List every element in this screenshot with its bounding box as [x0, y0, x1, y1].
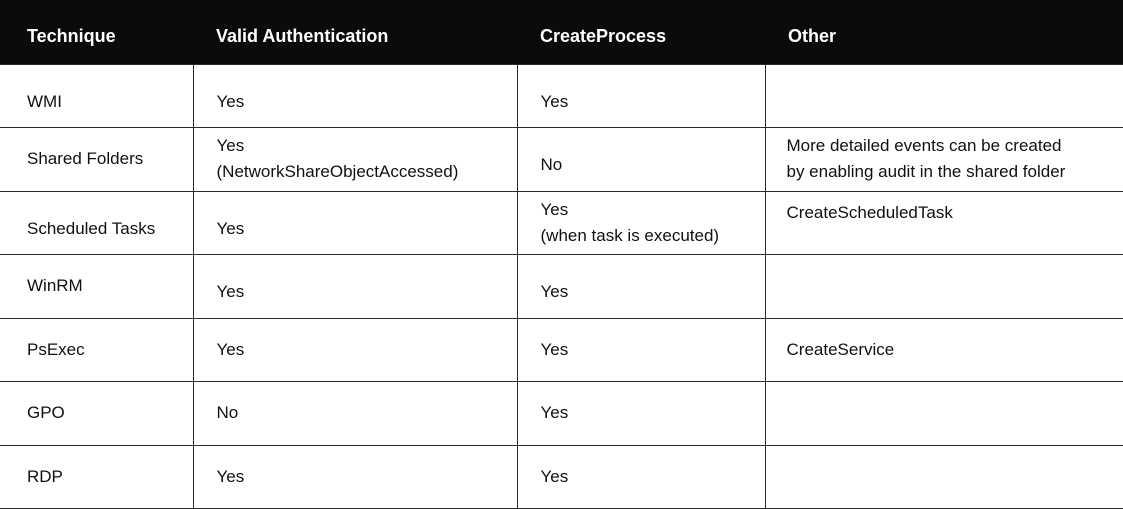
valid-auth-cell — [193, 255, 517, 319]
technique-name: GPO — [27, 403, 65, 423]
create-process-line: No — [540, 155, 563, 175]
technique-name: Scheduled Tasks — [27, 218, 156, 238]
technique-cell — [0, 191, 193, 255]
other-line: CreateService — [786, 339, 895, 359]
technique-cell — [0, 445, 193, 509]
header-row — [0, 0, 1123, 64]
valid-auth-line: Yes — [216, 466, 245, 486]
create-process-cell — [517, 64, 765, 128]
other-cell — [765, 128, 1123, 192]
table-row — [0, 128, 1123, 192]
technique-name: WinRM — [27, 276, 83, 296]
valid-auth-line: Yes — [216, 339, 245, 359]
table-header — [0, 0, 1123, 64]
valid-auth-cell — [193, 191, 517, 255]
valid-auth-line: Yes — [216, 136, 245, 156]
other-cell — [765, 382, 1123, 446]
create-process-line: Yes — [540, 466, 569, 486]
create-process-cell — [517, 445, 765, 509]
technique-cell — [0, 318, 193, 382]
create-process-cell — [517, 255, 765, 319]
create-process-cell — [517, 191, 765, 255]
header-valid-authentication: Valid Authentication — [216, 26, 389, 46]
other-cell — [765, 445, 1123, 509]
other-cell — [765, 64, 1123, 128]
technique-cell — [0, 382, 193, 446]
valid-auth-line: Yes — [216, 282, 245, 302]
header-other: Other — [788, 26, 837, 46]
technique-name: PsExec — [27, 339, 85, 359]
valid-auth-line: (NetworkShareObjectAccessed) — [216, 162, 459, 182]
table-row — [0, 255, 1123, 319]
other-cell — [765, 191, 1123, 255]
technique-cell — [0, 128, 193, 192]
technique-cell — [0, 255, 193, 319]
table-row — [0, 318, 1123, 382]
create-process-line: Yes — [540, 403, 569, 423]
valid-auth-line: Yes — [216, 218, 245, 238]
technique-cell — [0, 64, 193, 128]
other-line: CreateScheduledTask — [786, 202, 953, 222]
create-process-cell — [517, 318, 765, 382]
table-row — [0, 445, 1123, 509]
table-body — [0, 64, 1123, 509]
create-process-line: (when task is executed) — [540, 225, 720, 245]
table-row — [0, 191, 1123, 255]
technique-name: Shared Folders — [27, 149, 144, 169]
create-process-line: Yes — [540, 282, 569, 302]
create-process-line: Yes — [540, 339, 569, 359]
valid-auth-line: No — [216, 403, 239, 423]
create-process-cell — [517, 128, 765, 192]
other-cell — [765, 255, 1123, 319]
create-process-line: Yes — [540, 91, 569, 111]
valid-auth-cell — [193, 445, 517, 509]
technique-name: RDP — [27, 466, 63, 486]
valid-auth-cell — [193, 64, 517, 128]
valid-auth-line: Yes — [216, 91, 245, 111]
create-process-line: Yes — [540, 199, 569, 219]
technique-name: WMI — [27, 91, 62, 111]
header-technique: Technique — [27, 26, 116, 46]
header-createprocess: CreateProcess — [540, 26, 667, 46]
table-row — [0, 64, 1123, 128]
valid-auth-cell — [193, 382, 517, 446]
valid-auth-cell — [193, 128, 517, 192]
valid-auth-cell — [193, 318, 517, 382]
create-process-cell — [517, 382, 765, 446]
other-cell — [765, 318, 1123, 382]
table-row — [0, 382, 1123, 446]
other-line: More detailed events can be created — [786, 136, 1062, 156]
other-line: by enabling audit in the shared folder — [786, 162, 1066, 182]
